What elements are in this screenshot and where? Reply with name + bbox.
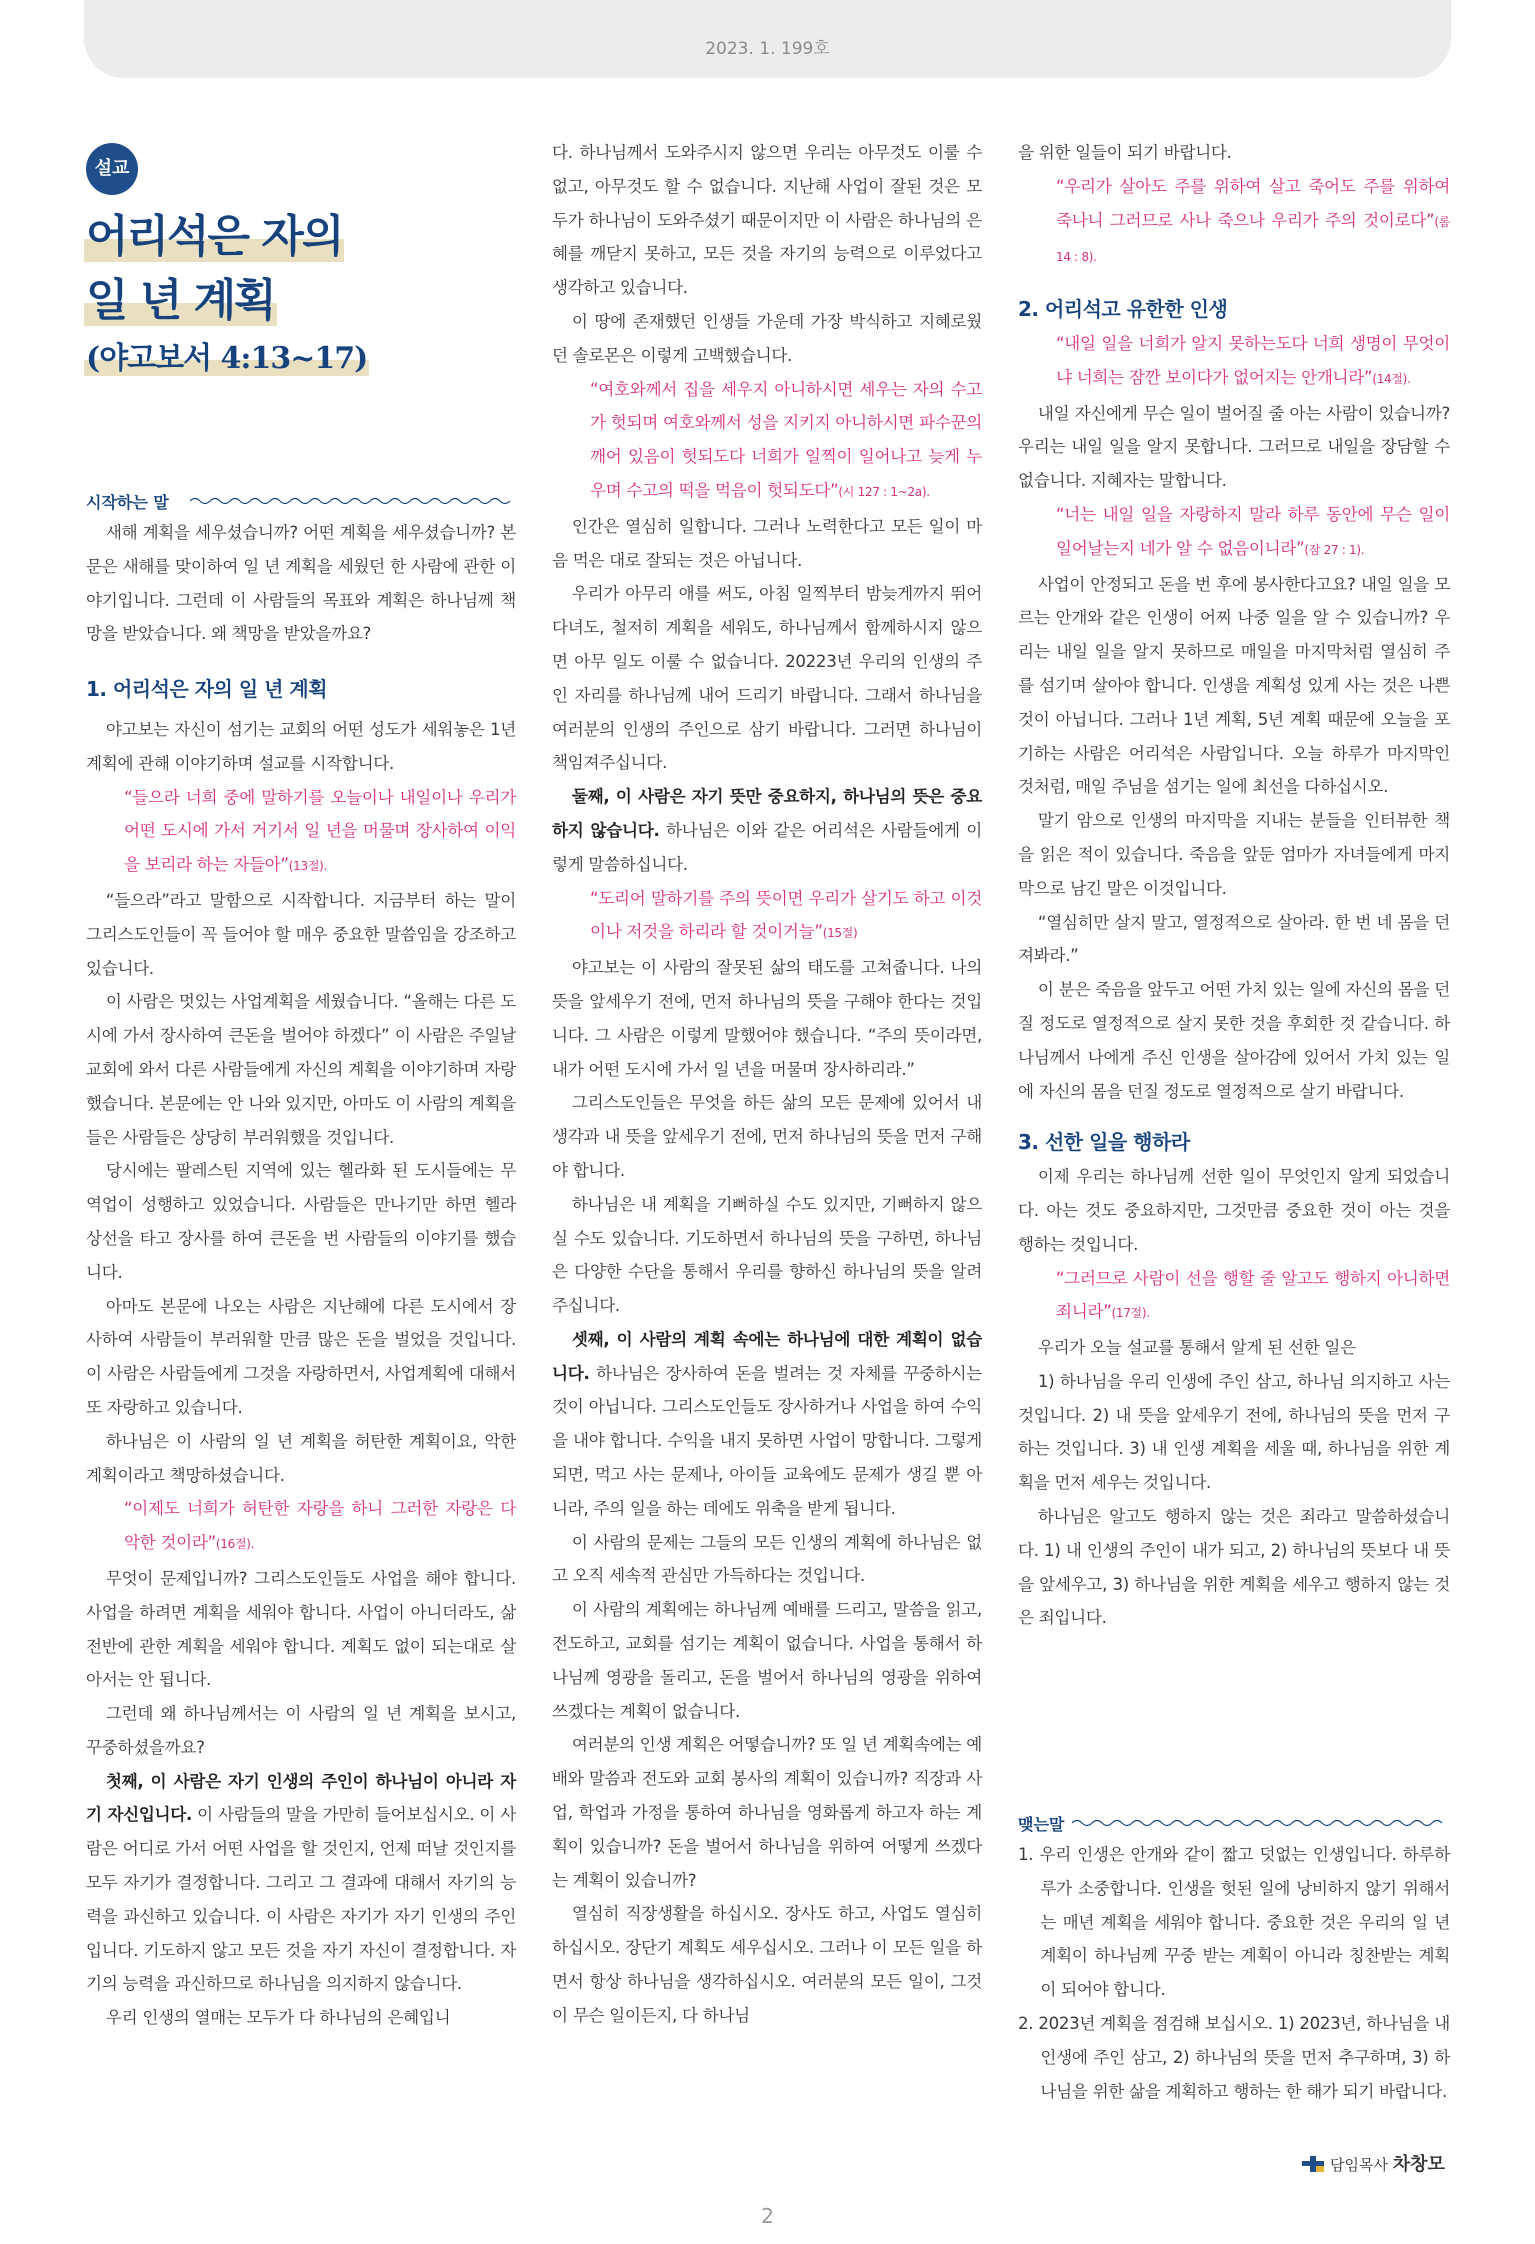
paragraph: 을 위한 일들이 되기 바랍니다. (1018, 143, 1232, 162)
signature-name: 차창모 (1392, 2154, 1445, 2175)
scripture-quote: “그러므로 사람이 선을 행할 줄 알고도 행하지 아니하면 죄니라”(17절). (1056, 1268, 1450, 1322)
paragraph: 하나님은 알고도 행하지 않는 것은 죄라고 말씀하셨습니다. 1) 내 인생의 주인이 내가 되고, 2) 하나님의 뜻보다 내 뜻을 앞세우고, 3) 하나님을 위한 계획을 세우고 행하지 않는 것은 죄입니다. (1018, 1507, 1450, 1628)
paragraph: 이 분은 죽음을 앞두고 어떤 가치 있는 일에 자신의 몸을 던질 정도로 열정적으로 살지 못한 것을 후회한 것 같습니다. 하나님께서 나에게 주신 인생을 살아감에 있어서 가치 있는 일에 자신의 몸을 던질 정도로 열정적으로 살기 바랍니다. (1018, 980, 1450, 1101)
paragraph: 사업이 안정되고 돈을 번 후에 봉사한다고요? 내일 일을 모르는 안개와 같은 인생이 어찌 나중 일을 알 수 있습니까? 우리는 내일 일을 알지 못하므로 매일을 마지막처럼 열심히 주를 섬기며 살아야 합니다. 인생을 계획성 있게 사는 것은 나쁜 것이 아닙니다. 그러나 1년 계획, 5년 계획 때문에 오늘을 포기하는 사람은 어리석은 사람입니다. 오늘 하루가 마지막인 것처럼, 매일 주님을 섬기는 일에 최선을 다하십시오. (1018, 574, 1450, 797)
scripture-quote: “이제도 너희가 허탄한 자랑을 하니 그러한 자랑은 다 악한 것이라”(16절). (124, 1499, 516, 1553)
wave-divider-icon (190, 496, 516, 506)
section-heading-2: 2. 어리석고 유한한 인생 (1018, 297, 1228, 322)
title-line-2: 일 년 계획 (86, 275, 275, 326)
paragraph: 무엇이 문제입니까? 그리스도인들도 사업을 해야 합니다. 사업을 하려면 계획을 세워야 합니다. 사업이 아니더라도, 삶 전반에 관한 계획을 세워야 합니다. 계획도 없이 되는대로 살아서는 안 됩니다. (86, 1568, 516, 1690)
scripture-quote: “들으라 너희 중에 말하기를 오늘이나 내일이나 우리가 어떤 도시에 가서 거기서 일 년을 머물며 장사하여 이익을 보리라 하는 자들아”(13절). (124, 787, 516, 875)
scripture-quote: “우리가 살아도 주를 위하여 살고 죽어도 주를 위하여 죽나니 그러므로 사나 죽으나 우리가 주의 것이로다”(롬 14 : 8). (1056, 176, 1450, 265)
paragraph: 둘째, 이 사람은 자기 뜻만 중요하지, 하나님의 뜻은 중요하지 않습니다. 하나님은 이와 같은 어리석은 사람들에게 이렇게 말씀하십니다. (552, 787, 982, 874)
paragraph: 다. 하나님께서 도와주시지 않으면 우리는 아무것도 이룰 수 없고, 아무것도 할 수 없습니다. 지난해 사업이 잘된 것은 모두가 하나님이 도와주셨기 때문이지만 이 사람은 하나님의 은혜를 깨닫지 못하고, 모든 것을 자기의 능력으로 이루었다고 생각하고 있습니다. (552, 143, 982, 298)
paragraph: 내일 자신에게 무슨 일이 벌어질 줄 아는 사람이 있습니까? 우리는 내일 일을 알지 못합니다. 그러므로 내일을 장담할 수 없습니다. 지혜자는 말합니다. (1018, 403, 1450, 491)
paragraph: 여러분의 인생 계획은 어떻습니까? 또 일 년 계획속에는 예배와 말씀과 전도와 교회 봉사의 계획이 있습니까? 직장과 사업, 학업과 가정을 통하여 하나님을 영화롭게 하고자 하는 계획이 있습니까? 돈을 벌어서 하나님을 위하여 어떻게 쓰겠다는 계획이 있습니까? (552, 1735, 982, 1890)
paragraph: 새해 계획을 세우셨습니까? 어떤 계획을 세우셨습니까? 본문은 새해를 맞이하여 일 년 계획을 세웠던 한 사람에 관한 이야기입니다. 그런데 이 사람들의 목표와 계획은 하나님께 책망을 받았습니다. 왜 책망을 받았을까요? (86, 523, 516, 644)
signature (1302, 2150, 1445, 2176)
signature-role: 담임목사 (1330, 2156, 1388, 2174)
paragraph: 아마도 본문에 나오는 사람은 지난해에 다른 도시에서 장사하여 사람들이 부러워할 만큼 많은 돈을 벌었을 것입니다. 이 사람은 사람들에게 그것을 자랑하면서, 사업계획에 대해서 또 자랑하고 있습니다. (86, 1296, 516, 1417)
header-bar (84, 0, 1451, 78)
scripture-quote: “내일 일을 너희가 알지 못하는도다 너희 생명이 무엇이냐 너희는 잠깐 보이다가 없어지는 안개니라”(14절). (1056, 333, 1450, 387)
paragraph: 야고보는 자신이 섬기는 교회의 어떤 성도가 세워놓은 1년 계획에 관해 이야기하며 설교를 시작합니다. (86, 719, 516, 773)
paragraph: 이 사람의 계획에는 하나님께 예배를 드리고, 말씀을 읽고, 전도하고, 교회를 섬기는 계획이 없습니다. 사업을 통해서 하나님께 영광을 돌리고, 돈을 벌어서 하나님의 영광을 위하여 쓰겠다는 계획이 없습니다. (552, 1600, 982, 1721)
paragraph: 야고보는 이 사람의 잘못된 삶의 태도를 고쳐줍니다. 나의 뜻을 앞세우기 전에, 먼저 하나님의 뜻을 구해야 한다는 것입니다. 그 사람은 이렇게 말했어야 했습니다. “주의 뜻이라면, 내가 어떤 도시에 가서 일 년을 머물며 장사하리라.” (552, 958, 982, 1079)
paragraph: 그리스도인들은 무엇을 하든 삶의 모든 문제에 있어서 내 생각과 내 뜻을 앞세우기 전에, 먼저 하나님의 뜻을 먼저 구해야 합니다. (552, 1093, 982, 1180)
list-item: 2. 2023년 계획을 점검해 보십시오. 1) 2023년, 하나님을 내 인생에 주인 삼고, 2) 하나님의 뜻을 먼저 추구하며, 3) 하나님을 위한 삶을 계획하고 행하는 한 해가 되기 바랍니다. (1018, 2013, 1450, 2101)
section-heading-1: 1. 어리석은 자의 일 년 계획 (86, 677, 328, 702)
list-item: 1. 우리 인생은 안개와 같이 짧고 덧없는 인생입니다. 하루하루가 소중합니다. 인생을 헛된 일에 낭비하지 않기 위해서는 매년 계획을 세워야 합니다. 중요한 것은 우리의 일 년 계획이 하나님께 꾸중 받는 계획이 아니라 칭찬받는 계획이 되어야 합니다. (1018, 1845, 1450, 2000)
title-scripture-ref: (야고보서 4:13~17) (86, 341, 368, 376)
column-3 (1018, 136, 1450, 1635)
paragraph: 1) 하나님을 우리 인생에 주인 삼고, 하나님 의지하고 사는 것입니다. 2) 내 뜻을 앞세우기 전에, 하나님의 뜻을 먼저 구하는 것입니다. 3) 내 인생 계획을 세울 때, 하나님을 위한 계획을 먼저 세우는 것입니다. (1018, 1371, 1450, 1493)
paragraph: 우리 인생의 열매는 모두가 다 하나님의 은혜입니 (105, 2008, 451, 2028)
intro-label (86, 490, 516, 510)
paragraph: 이 사람은 멋있는 사업계획을 세웠습니다. “올해는 다른 도시에 가서 장사하여 큰돈을 벌어야 하겠다” 이 사람은 주일날 교회에 와서 다른 사람들에게 자신의 계획을 이야기하며 자랑했습니다. 본문에는 안 나와 있지만, 아마도 이 사람의 계획을 들은 사람들은 상당히 부러워했을 것입니다. (86, 992, 516, 1147)
issue-date: 2023. 1. 199호 (705, 39, 830, 59)
scripture-quote: “여호와께서 집을 세우지 아니하시면 세우는 자의 수고가 헛되며 여호와께서 성을 지키지 아니하시면 파수꾼의 깨어 있음이 헛되도다 너희가 일찍이 일어나고 늦게 누우며 수고의 떡을 먹음이 헛되도다”(시 127 : 1~2a). (590, 379, 982, 500)
paragraph: 인간은 열심히 일합니다. 그러나 노력한다고 모든 일이 마음 먹은 대로 잘되는 것은 아닙니다. (552, 516, 982, 570)
page-number: 2 (761, 2204, 774, 2228)
category-badge: 설교 (86, 143, 138, 195)
paragraph: 이제 우리는 하나님께 선한 일이 무엇인지 알게 되었습니다. 아는 것도 중요하지만, 그것만큼 중요한 것이 아는 것을 행하는 것입니다. (1018, 1167, 1450, 1254)
closing-label-text: 맺는말 (1018, 1815, 1070, 1834)
paragraph: 우리가 아무리 애를 써도, 아침 일찍부터 밤늦게까지 뛰어다녀도, 철저히 계획을 세워도, 하나님께서 함께하시지 않으면 아무 일도 이룰 수 없습니다. 20223년 우리의 인생의 주인 자리를 하나님께 내어 드리기 바랍니다. 그래서 하나님을 여러분의 인생의 주인으로 삼기 바랍니다. 그러면 하나님이 책임져주십니다. (552, 584, 982, 773)
closing-list (1018, 1838, 1450, 2108)
paragraph: 우리가 오늘 설교를 통해서 알게 된 선한 일은 (1037, 1338, 1356, 1358)
church-logo-icon (1302, 2156, 1324, 2172)
title-line-1: 어리석은 자의 (86, 211, 343, 262)
section-heading-3: 3. 선한 일을 행하라 (1018, 1130, 1190, 1155)
closing-label (1018, 1812, 1450, 1832)
paragraph: 셋째, 이 사람의 계획 속에는 하나님에 대한 계획이 없습니다. 하나님은 장사하여 돈을 벌려는 것 자체를 꾸중하시는 것이 아닙니다. 그리스도인들도 장사하거나 사업을 하여 수익을 내야 합니다. 수익을 내지 못하면 사업이 망합니다. 그렇게 되면, 먹고 사는 문제나, 아이들 교육에도 문제가 생길 뿐 아니라, 주의 일을 하는 데에도 위축을 받게 됩니다. (552, 1329, 982, 1518)
paragraph: “들으라”라고 말함으로 시작합니다. 지금부터 하는 말이 그리스도인들이 꼭 들어야 할 매우 중요한 말씀임을 강조하고 있습니다. (86, 890, 516, 978)
scripture-quote: “너는 내일 일을 자랑하지 말라 하루 동안에 무슨 일이 일어날는지 네가 알 수 없음이니라”(잠 27 : 1). (1056, 504, 1450, 558)
paragraph: 하나님은 이 사람의 일 년 계획을 허탄한 계획이요, 악한 계획이라고 책망하셨습니다. (86, 1431, 516, 1485)
paragraph: 이 땅에 존재했던 인생들 가운데 가장 박식하고 지혜로웠던 솔로몬은 이렇게 고백했습니다. (552, 311, 982, 365)
paragraph: “열심히만 살지 말고, 열정적으로 살아라. 한 번 네 몸을 던져봐라.” (1018, 912, 1450, 966)
paragraph: 열심히 직장생활을 하십시오. 장사도 하고, 사업도 열심히 하십시오. 장단기 계획도 세우십시오. 그러나 이 모든 일을 하면서 항상 하나님을 생각하십시오. 여러분의 모든 일이, 그것이 무슨 일이든지, 다 하나님 (552, 1904, 982, 2025)
column-2 (552, 136, 982, 2033)
intro-label-text: 시작하는 말 (86, 493, 175, 512)
paragraph: 말기 암으로 인생의 마지막을 지내는 분들을 인터뷰한 책을 읽은 적이 있습니다. 죽음을 앞둔 엄마가 자녀들에게 마지막으로 남긴 말은 이것입니다. (1018, 811, 1450, 898)
paragraph: 이 사람의 문제는 그들의 모든 인생의 계획에 하나님은 없고 오직 세속적 관심만 가득하다는 것입니다. (552, 1532, 982, 1586)
paragraph: 그런데 왜 하나님께서는 이 사람의 일 년 계획을 보시고, 꾸중하셨을까요? (86, 1704, 516, 1757)
wave-divider-icon (1072, 1818, 1452, 1828)
scripture-quote: “도리어 말하기를 주의 뜻이면 우리가 살기도 하고 이것이나 저것을 하리라 할 것이거늘”(15절) (590, 888, 982, 942)
paragraph: 당시에는 팔레스틴 지역에 있는 헬라화 된 도시들에는 무역업이 성행하고 있었습니다. 사람들은 만나기만 하면 헬라 상선을 타고 장사를 하여 큰돈을 번 사람들의 이야기를 했습니다. (86, 1161, 516, 1282)
sermon-title (84, 205, 369, 381)
column-1 (86, 516, 516, 2035)
paragraph: 첫째, 이 사람은 자기 인생의 주인이 하나님이 아니라 자기 자신입니다. 이 사람들의 말을 가만히 들어보십시오. 이 사람은 어디로 가서 어떤 사업을 할 것인지, 언제 떠날 것인지를 모두 자기가 결정합니다. 그리고 그 결과에 대해서 자기의 능력을 과신하고 있습니다. 이 사람은 자기가 자기 인생의 주인입니다. 기도하지 않고 모든 것을 자기 자신이 결정합니다. 자기의 능력을 과신하므로 하나님을 의지하지 않습니다. (86, 1771, 516, 1994)
paragraph: 하나님은 내 계획을 기뻐하실 수도 있지만, 기뻐하지 않으실 수도 있습니다. 기도하면서 하나님의 뜻을 구하면, 하나님은 다양한 수단을 통해서 우리를 향하신 하나님의 뜻을 알려주십니다. (552, 1194, 982, 1316)
